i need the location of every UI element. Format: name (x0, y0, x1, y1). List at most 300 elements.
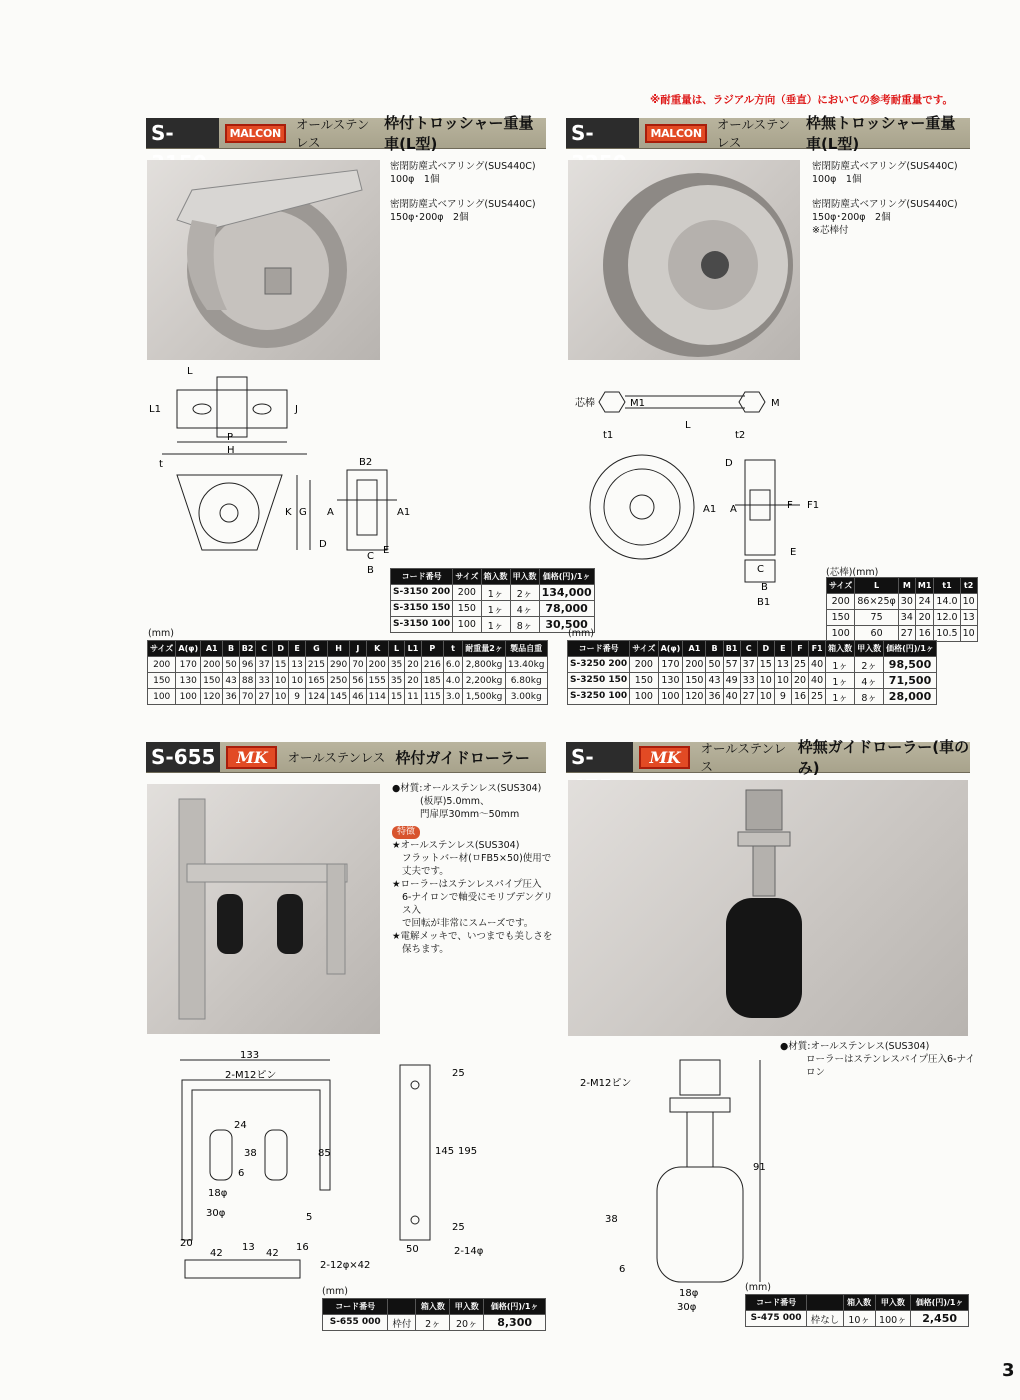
s655-drawing (170, 1050, 500, 1280)
table-header-row (148, 641, 548, 657)
table-header-cell: 製品自重 (505, 641, 547, 657)
table-cell: 150 (201, 673, 223, 689)
cell: 8ヶ (510, 617, 539, 633)
table-cell: 10 (960, 626, 977, 642)
dim-38: 38 (244, 1148, 257, 1159)
th-type (388, 1299, 416, 1315)
dim-42b: 42 (266, 1248, 279, 1259)
dim-18phi: 18φ (208, 1188, 228, 1199)
table-header-cell: A1 (201, 641, 223, 657)
table-cell: 6.80kg (505, 673, 547, 689)
table-header-cell: サイズ (827, 578, 855, 594)
table-header-row (391, 569, 595, 585)
table-cell: 33 (256, 673, 272, 689)
table-header-cell: サイズ (148, 641, 176, 657)
table-cell: 15 (388, 689, 404, 705)
table-header-cell: L1 (405, 641, 421, 657)
table-header-row (323, 1299, 546, 1315)
table-cell: 88 (239, 673, 256, 689)
table-cell: 34 (898, 610, 915, 626)
s3250-axle-table (826, 577, 978, 642)
dim-20: 20 (180, 1238, 193, 1249)
feature-line: ★オールステンレス(SUS304) (392, 840, 520, 851)
table-cell: 100 (827, 626, 855, 642)
table-cell: 70 (239, 689, 256, 705)
table-header-cell: 価格(円)/1ヶ (884, 641, 937, 657)
dim-m12-pin: 2-M12ピン (580, 1078, 632, 1089)
table-cell: 100 (176, 689, 201, 705)
s3150-spec1b: 100φ 1個 (390, 174, 440, 185)
table-header-cell: t2 (960, 578, 977, 594)
table-cell: 16 (791, 689, 808, 705)
cell: 枠付 (388, 1315, 416, 1331)
table-cell: S-3250 100 (568, 689, 630, 705)
table-cell: 124 (305, 689, 327, 705)
s3150-material: オールステンレス (295, 117, 370, 150)
table-row (568, 689, 937, 705)
cell: 枠なし (807, 1311, 844, 1327)
s3250-code: S- (566, 118, 639, 148)
table-cell: 100 (630, 689, 658, 705)
dim-L: L (187, 366, 193, 377)
dim-2-14phi: 2-14φ (454, 1246, 484, 1257)
table-header-cell: C (740, 641, 757, 657)
table-cell: 75 (855, 610, 898, 626)
table-cell: 2ヶ (855, 657, 884, 673)
table-cell: 290 (328, 657, 350, 673)
table-row (827, 610, 978, 626)
table-header-cell: 耐重量2ヶ (463, 641, 506, 657)
table-cell: 43 (223, 673, 239, 689)
table-cell: 120 (683, 689, 706, 705)
s3250-material: オールステンレス (716, 117, 791, 150)
dim-E: E (383, 545, 390, 556)
s3250-axle-drawing (575, 380, 795, 440)
table-cell: 70 (350, 657, 366, 673)
s655-code: S-655 (146, 742, 220, 772)
table-cell: 40 (809, 673, 826, 689)
table-row (391, 601, 595, 617)
table-header-cell: K (366, 641, 388, 657)
s3150-spec (390, 160, 560, 224)
table-cell: 27 (256, 689, 272, 705)
table-header-cell: A1 (683, 641, 706, 657)
table-cell: 57 (723, 657, 740, 673)
price-cell: 30,500 (539, 617, 594, 633)
table-cell: 46 (350, 689, 366, 705)
table-header-cell: E (774, 641, 791, 657)
table-header-cell: F (791, 641, 808, 657)
table-cell: 150 (148, 673, 176, 689)
table-cell: 25 (791, 657, 808, 673)
s475-mm-label: (mm) (745, 1282, 771, 1293)
dim-6: 6 (238, 1168, 245, 1179)
s3150-title: 枠付トロッシャー重量車(L型) (384, 114, 534, 153)
cell: 2ヶ (510, 585, 539, 601)
table-header-cell: M (898, 578, 915, 594)
dim-E: E (790, 547, 797, 558)
dim-t2: t2 (735, 430, 746, 440)
table-cell: 33 (740, 673, 757, 689)
table-header-cell: D (272, 641, 288, 657)
th-case: 甲入数 (875, 1295, 911, 1311)
table-cell: 20 (405, 657, 421, 673)
table-cell: 170 (176, 657, 201, 673)
table-cell: 150 (630, 673, 658, 689)
cell: S-3150 200 (391, 585, 453, 601)
table-header-cell: B (223, 641, 239, 657)
table-cell: 20 (915, 610, 934, 626)
s475-code: S- (566, 742, 633, 772)
table-row (148, 673, 548, 689)
table-cell: 35 (388, 657, 404, 673)
table-header-row (746, 1295, 969, 1311)
feature-line: 丈夫です。 (402, 866, 449, 877)
table-header-cell: A(φ) (658, 641, 683, 657)
table-cell: 4.0 (443, 673, 462, 689)
table-cell: 60 (855, 626, 898, 642)
table-cell: 15 (272, 657, 288, 673)
table-cell: 10.5 (934, 626, 960, 642)
feature-badge: 特徴 (392, 826, 420, 839)
table-cell: 4ヶ (855, 673, 884, 689)
table-header-cell: H (328, 641, 350, 657)
table-cell: 36 (223, 689, 239, 705)
feature-line: 6-ナイロンで軸受にモリブデングリス入 (402, 892, 553, 916)
table-cell: 9 (289, 689, 305, 705)
dim-F1: F1 (807, 500, 820, 511)
dim-A: A (730, 504, 737, 515)
table-cell: 98,500 (884, 657, 937, 673)
s475-photo (568, 780, 968, 1036)
table-cell: 20 (405, 673, 421, 689)
table-cell: S-3250 200 (568, 657, 630, 673)
price-cell: 8,300 (484, 1315, 546, 1331)
s3250-spec (812, 160, 972, 237)
dim-2-12phi-42: 2-12φ×42 (320, 1260, 371, 1271)
table-cell: 1,500kg (463, 689, 506, 705)
table-cell: 155 (366, 673, 388, 689)
cell: S-3150 100 (391, 617, 453, 633)
cell: 20ヶ (450, 1315, 484, 1331)
wheel-illustration (568, 160, 800, 360)
table-row (391, 585, 595, 601)
s655-mm-label: (mm) (322, 1286, 348, 1297)
table-header-cell: P (421, 641, 443, 657)
th-box: 箱入数 (416, 1299, 450, 1315)
table-cell: 215 (305, 657, 327, 673)
table-cell: 10 (289, 673, 305, 689)
table-cell: 12.0 (934, 610, 960, 626)
table-cell: 20 (791, 673, 808, 689)
mk-logo: MK (226, 746, 277, 769)
table-cell: 185 (421, 673, 443, 689)
table-cell: 10 (960, 594, 977, 610)
dim-P: P (227, 432, 234, 443)
dim-D: D (725, 458, 733, 469)
th-case: 甲入数 (450, 1299, 484, 1315)
malcon-logo: MALCON (645, 124, 706, 143)
table-header-cell: 箱入数 (826, 641, 855, 657)
table-cell: 145 (328, 689, 350, 705)
table-cell: 50 (706, 657, 723, 673)
feature-line: フラットバー材(ㅁFB5×50)使用で (402, 853, 552, 864)
table-cell: 130 (658, 673, 683, 689)
cell: S-475 000 (746, 1311, 807, 1327)
table-cell: 114 (366, 689, 388, 705)
table-header-cell: B2 (239, 641, 256, 657)
table-header-row (568, 641, 937, 657)
table-cell: 96 (239, 657, 256, 673)
th-price: 価格(円)/1ヶ (911, 1295, 969, 1311)
s3150-spec2b: 150φ･200φ 2個 (390, 212, 469, 223)
dim-B1: B1 (757, 597, 771, 608)
th-type (807, 1295, 844, 1311)
table-cell: S-3250 150 (568, 673, 630, 689)
dim-F: F (787, 500, 793, 511)
th-case: 甲入数 (510, 569, 539, 585)
th-box: 箱入数 (481, 569, 510, 585)
feature-line: ★ローラーはステンレスパイプ圧入 (392, 879, 542, 890)
price-cell: 78,000 (539, 601, 594, 617)
table-cell: 10 (272, 673, 288, 689)
dim-133: 133 (240, 1050, 260, 1061)
table-header-cell: コード番号 (568, 641, 630, 657)
cell: 150 (453, 601, 481, 617)
table-cell: 200 (148, 657, 176, 673)
dim-85: 85 (318, 1148, 331, 1159)
table-header-cell: F1 (809, 641, 826, 657)
s3250-photo (568, 160, 800, 360)
table-header-cell: D (757, 641, 774, 657)
feature-line: で回転が非常にスムーズです。 (402, 918, 534, 929)
th-code: コード番号 (323, 1299, 388, 1315)
th-box: 箱入数 (843, 1295, 875, 1311)
s3250-mm-label: (mm) (568, 628, 594, 639)
table-cell: 13 (289, 657, 305, 673)
table-cell: 13 (774, 657, 791, 673)
dim-A1: A1 (397, 507, 411, 518)
th-price: 価格(円)/1ヶ (484, 1299, 546, 1315)
s3250-spec1: 密閉防塵式ベアリング(SUS440C) (812, 161, 958, 172)
table-cell: 86×25φ (855, 594, 898, 610)
table-cell: 36 (706, 689, 723, 705)
cell: 2ヶ (416, 1315, 450, 1331)
table-cell: 100 (148, 689, 176, 705)
table-cell: 130 (176, 673, 201, 689)
table-row (568, 673, 937, 689)
table-cell: 49 (723, 673, 740, 689)
dim-13: 13 (242, 1242, 255, 1253)
s3150-code: S- (146, 118, 219, 148)
table-row (323, 1315, 546, 1331)
spec-line: (板厚)5.0mm、 (420, 796, 490, 807)
feature-line: ★電解メッキで、いつまでも美しさを (392, 931, 553, 942)
dim-25a: 25 (452, 1068, 465, 1079)
page-number: 3 (1002, 1360, 1015, 1381)
table-header-cell: B1 (723, 641, 740, 657)
table-cell: 1ヶ (826, 673, 855, 689)
table-cell: 9 (774, 689, 791, 705)
table-cell: 25 (809, 689, 826, 705)
cell: S-3150 150 (391, 601, 453, 617)
page-note: ※耐重量は、ラジアル方向（垂直）においての参考耐重量です。 (650, 94, 953, 106)
dim-K: K (285, 507, 292, 518)
table-cell: 216 (421, 657, 443, 673)
cell: 100ヶ (875, 1311, 911, 1327)
cell: 4ヶ (510, 601, 539, 617)
feature-line: 保ちます。 (402, 944, 449, 955)
s475-title: 枠無ガイドローラー(車のみ) (797, 738, 970, 777)
cell: 10ヶ (843, 1311, 875, 1327)
dim-42a: 42 (210, 1248, 223, 1259)
dim-16: 16 (296, 1242, 309, 1253)
table-cell: 10 (774, 673, 791, 689)
table-header-cell: t (443, 641, 462, 657)
table-cell: 150 (827, 610, 855, 626)
cell: 100 (453, 617, 481, 633)
dim-C: C (367, 551, 374, 562)
table-row (148, 689, 548, 705)
spec-line: ●材質:オールステンレス(SUS304) (780, 1041, 930, 1052)
table-cell: 10 (757, 689, 774, 705)
table-cell: 165 (305, 673, 327, 689)
dim-t: t (159, 459, 163, 470)
s3150-header (146, 114, 546, 153)
table-row (746, 1311, 969, 1327)
table-header-cell: t1 (934, 578, 960, 594)
s3150-front-drawing (147, 455, 417, 580)
dim-30phi: 30φ (206, 1208, 226, 1219)
table-header-cell: L (855, 578, 898, 594)
s3250-title: 枠無トロッシャー重量車(L型) (805, 114, 956, 153)
dim-6: 6 (619, 1264, 626, 1275)
table-cell: 71,500 (884, 673, 937, 689)
cell: 200 (453, 585, 481, 601)
cell: 1ヶ (481, 617, 510, 633)
th-code: コード番号 (391, 569, 453, 585)
table-cell: 6.0 (443, 657, 462, 673)
s3250-wheel-drawing (585, 450, 830, 610)
s655-price-table (322, 1298, 546, 1331)
price-cell: 2,450 (911, 1311, 969, 1327)
s655-header (146, 742, 546, 773)
table-cell: 43 (706, 673, 723, 689)
table-cell: 37 (256, 657, 272, 673)
spec-line: ローラーはステンレスパイプ圧入6-ナイロン (806, 1054, 975, 1078)
s3250-spec1b: 100φ 1個 (812, 174, 862, 185)
s3150-photo (147, 160, 380, 360)
dim-M: M (771, 398, 780, 409)
table-header-cell: A(φ) (176, 641, 201, 657)
table-cell: 3.0 (443, 689, 462, 705)
price-cell: 134,000 (539, 585, 594, 601)
table-header-cell: B (706, 641, 723, 657)
table-cell: 16 (915, 626, 934, 642)
caster-wheel-illustration (147, 160, 380, 360)
dim-A1: A1 (703, 504, 717, 515)
s3150-mm-label: (mm) (148, 628, 174, 639)
dim-C: C (757, 564, 764, 575)
s3250-header (566, 114, 970, 153)
axle-label: 芯棒 (575, 398, 595, 409)
dim-30phi: 30φ (677, 1302, 697, 1313)
table-cell: 200 (683, 657, 706, 673)
s655-spec (392, 782, 562, 956)
table-cell: 50 (223, 657, 239, 673)
dim-91: 91 (753, 1162, 766, 1173)
th-code: コード番号 (746, 1295, 807, 1311)
table-row (568, 657, 937, 673)
mk-logo: MK (639, 746, 690, 769)
table-cell: 250 (328, 673, 350, 689)
th-price: 価格(円)/1ヶ (539, 569, 594, 585)
table-cell: 27 (898, 626, 915, 642)
s475-drawing (575, 1050, 785, 1315)
dim-25b: 25 (452, 1222, 465, 1233)
s3250-spec2b: 150φ･200φ 2個 (812, 212, 891, 223)
s3250-axle-title: (芯棒)(mm) (826, 567, 879, 578)
table-row (827, 594, 978, 610)
th-size: サイズ (453, 569, 481, 585)
table-cell: 10 (757, 673, 774, 689)
table-header-cell: C (256, 641, 272, 657)
dim-m12-pin: 2-M12ピン (225, 1070, 277, 1081)
table-cell: 40 (809, 657, 826, 673)
dim-J: J (295, 404, 298, 415)
s655-material: オールステンレス (287, 750, 386, 765)
cell: S-655 000 (323, 1315, 388, 1331)
table-row (391, 617, 595, 633)
table-cell: 40 (723, 689, 740, 705)
dim-5: 5 (306, 1212, 313, 1223)
s3150-spec2: 密閉防塵式ベアリング(SUS440C) (390, 199, 536, 210)
table-cell: 24 (915, 594, 934, 610)
dim-195: 195 (458, 1146, 478, 1157)
s3150-top-drawing (147, 362, 312, 462)
s3150-dim-table (147, 640, 548, 705)
table-header-cell: L (388, 641, 404, 657)
table-cell: 200 (366, 657, 388, 673)
table-cell: 200 (201, 657, 223, 673)
s475-spec (780, 1040, 980, 1079)
table-header-cell: G (305, 641, 327, 657)
table-cell: 1ヶ (826, 657, 855, 673)
table-cell: 1ヶ (826, 689, 855, 705)
dim-50: 50 (406, 1244, 419, 1255)
s475-material: オールステンレス (700, 741, 787, 774)
table-cell: 28,000 (884, 689, 937, 705)
dim-24: 24 (234, 1120, 247, 1131)
s3250-spec2: 密閉防塵式ベアリング(SUS440C) (812, 199, 958, 210)
spec-line: ●材質:オールステンレス(SUS304) (392, 783, 542, 794)
dim-D: D (319, 539, 327, 550)
s475-header (566, 738, 970, 777)
guide-roller-bracket-illustration (147, 784, 380, 1034)
s3250-spec3: ※芯棒付 (812, 225, 849, 236)
table-header-cell: 甲入数 (855, 641, 884, 657)
cell: 1ヶ (481, 601, 510, 617)
table-cell: 35 (388, 673, 404, 689)
table-header-cell: J (350, 641, 366, 657)
s3150-spec1: 密閉防塵式ベアリング(SUS440C) (390, 161, 536, 172)
table-header-cell: M1 (915, 578, 934, 594)
table-cell: 56 (350, 673, 366, 689)
table-cell: 37 (740, 657, 757, 673)
table-cell: 3.00kg (505, 689, 547, 705)
s655-title: 枠付ガイドローラー (395, 748, 530, 767)
spec-line: 門扉厚30mm～50mm (420, 809, 520, 820)
